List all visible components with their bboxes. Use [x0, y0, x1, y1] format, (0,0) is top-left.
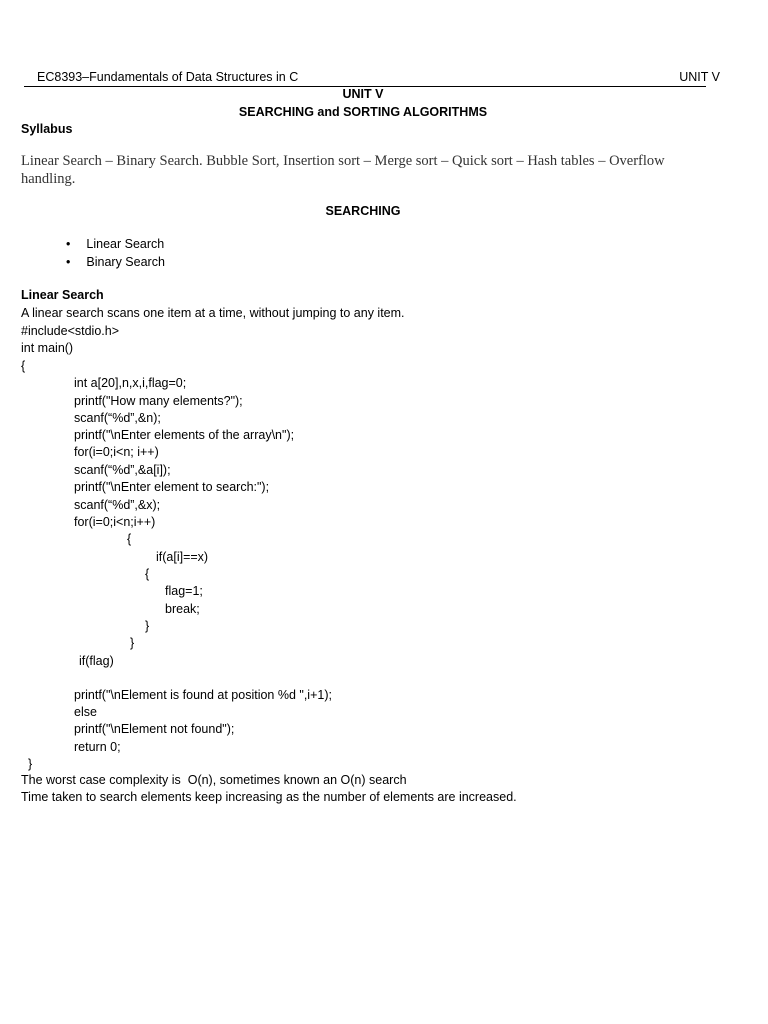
code-line: { [127, 532, 132, 546]
code-line: flag=1; [165, 584, 203, 598]
code-line: } [145, 619, 150, 633]
code-line: scanf(“%d”,&n); [74, 411, 161, 425]
bullet-item [66, 255, 165, 269]
code-line: printf("\nElement is found at position %d ",i+1); [74, 688, 332, 702]
syllabus-heading: Syllabus [21, 122, 73, 136]
code-line: int a[20],n,x,i,flag=0; [74, 376, 187, 390]
unit-title: UNIT V [342, 87, 384, 101]
bullet-dot: • [66, 237, 71, 251]
code-line: #include<stdio.h> [21, 324, 119, 338]
bullet-label: Linear Search [86, 237, 165, 251]
code-line: break; [165, 602, 200, 616]
complexity-text: The worst case complexity is O(n), sometimes known an O(n) search [21, 773, 407, 787]
bullet-label: Binary Search [86, 255, 165, 269]
code-line: else [74, 705, 97, 719]
code-line: for(i=0;i<n;i++) [74, 515, 156, 529]
linear-search-intro: A linear search scans one item at a time, without jumping to any item. [21, 306, 405, 320]
code-line: printf("\nEnter element to search:"); [74, 480, 270, 494]
code-line: } [28, 757, 33, 771]
code-line: printf("\nElement not found"); [74, 722, 235, 736]
bullet-dot: • [66, 255, 71, 269]
course-header: EC8393–Fundamentals of Data Structures in C [37, 70, 299, 84]
code-line: { [21, 359, 26, 373]
code-line: if(flag) [79, 654, 114, 668]
code-line: if(a[i]==x) [156, 550, 209, 564]
code-line: int main() [21, 341, 74, 355]
unit-header: UNIT V [679, 70, 720, 84]
code-line: printf("\nEnter elements of the array\n"); [74, 428, 295, 442]
note-text: Time taken to search elements keep increasing as the number of elements are increased. [21, 790, 517, 804]
syllabus-text: Linear Search – Binary Search. Bubble Sort, Insertion sort – Merge sort – Quick sort – Hash tables – Overflow handling. [21, 153, 665, 187]
code-line: } [130, 636, 135, 650]
code-line: scanf(“%d”,&x); [74, 498, 161, 512]
topic-title: SEARCHING and SORTING ALGORITHMS [238, 105, 488, 119]
searching-heading: SEARCHING [325, 204, 401, 218]
code-line: { [145, 567, 150, 581]
linear-search-heading: Linear Search [21, 288, 104, 302]
code-line: for(i=0;i<n; i++) [74, 445, 159, 459]
code-line: printf("How many elements?"); [74, 394, 243, 408]
bullet-item [66, 237, 164, 251]
code-line: scanf(“%d”,&a[i]); [74, 463, 171, 477]
code-line: return 0; [74, 740, 121, 754]
